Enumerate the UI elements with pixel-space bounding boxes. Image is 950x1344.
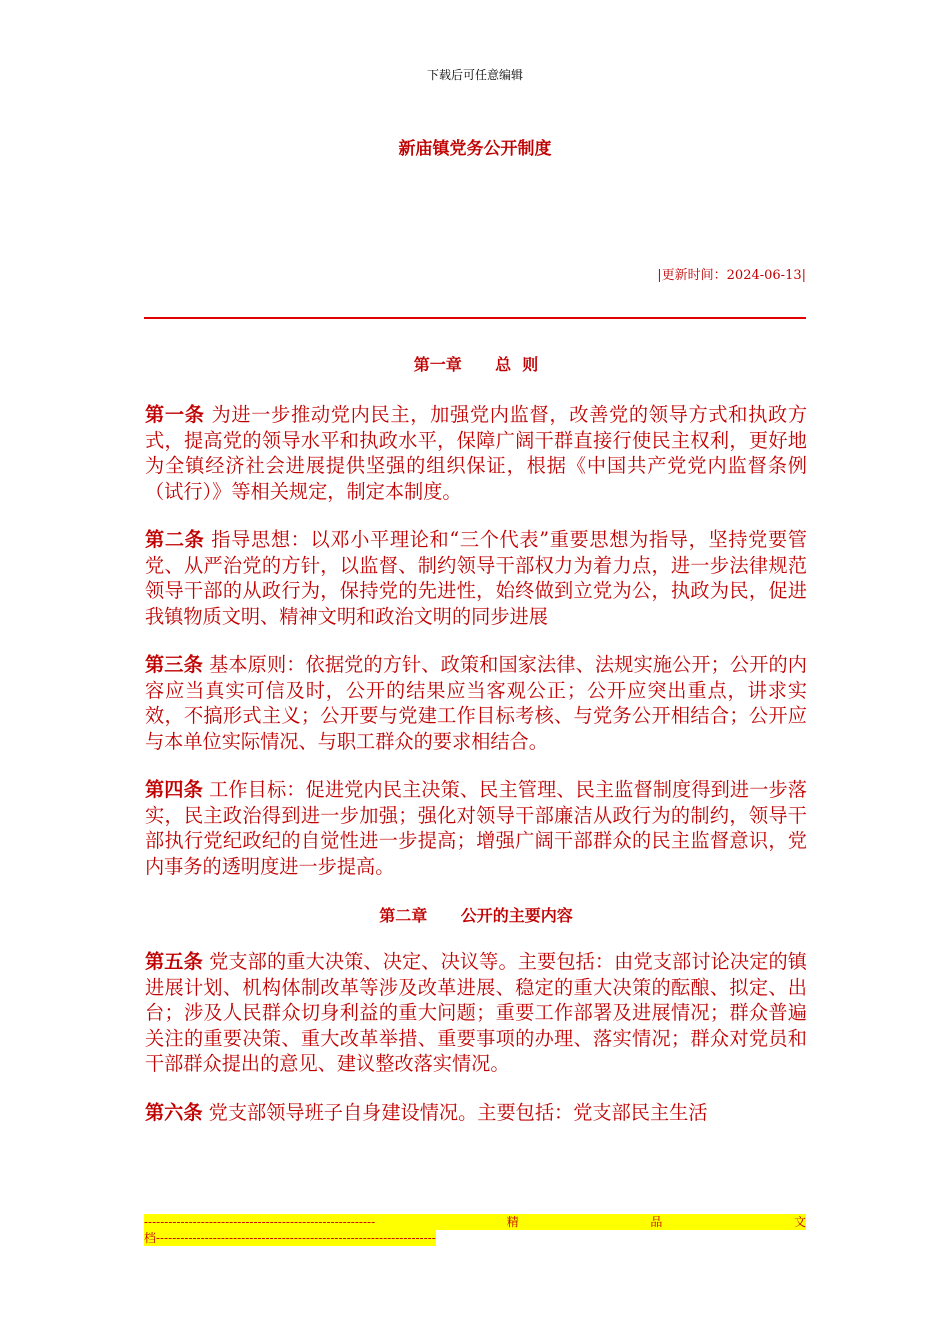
article-text: 为进一步推动党内民主，加强党内监督，改善党的领导方式和执政方式，提高党的领导水平和执政水平，保障广阔干群直接行使民主权利，更好地为全镇经济社会进展提供坚强的组织保证，根据《中国共产党党内监督条例（试行）》等相关规定，制定本制度。: [145, 403, 808, 503]
article-label: 第五条: [145, 950, 203, 973]
article: [145, 1100, 807, 1126]
divider-rule: [144, 317, 806, 319]
article-text: 基本原则：依据党的方针、政策和国家法律、法规实施公开；公开的内容应当真实可信及时，公开的结果应当客观公正；公开应突出重点，讲求实效，不搞形式主义；公开要与党建工作目标考核、与党务公开相结合；公开应与本单位实际情况、与职工群众的要求相结合。: [145, 653, 807, 753]
footer-row: [144, 1214, 806, 1230]
article-label: 第六条: [145, 1100, 203, 1124]
article-label: 第三条: [145, 653, 203, 676]
footer-dashes: ---------------------------------------------------------: [144, 1215, 376, 1229]
article: [145, 949, 807, 1077]
article-text: 党支部的重大决策、决定、决议等。主要包括：由党支部讨论决定的镇进展计划、机构体制改革等涉及改革进展、稳定的重大决策的酝酿、拟定、出台；涉及人民群众切身利益的重大问题；重要工作部署及进展情况；群众普遍关注的重要决策、重大改革举措、重要事项的办理、落实情况；群众对党员和干部群众提出的意见、建议整改落实情况。: [145, 950, 807, 1075]
article-label: 第四条: [145, 778, 203, 801]
footer-char: 精: [506, 1215, 519, 1229]
article-label: 第一条: [145, 403, 205, 426]
footer-char: 品: [650, 1215, 663, 1229]
article-text: 工作目标：促进党内民主决策、民主管理、民主监督制度得到进一步落实，民主政治得到进一步加强；强化对领导干部廉洁从政行为的制约，领导干部执行党纪政纪的自觉性进一步提高；增强广阔干部群众的民主监督意识，党内事务的透明度进一步提高。: [145, 778, 807, 878]
chapter-heading: 第一章 总 则: [413, 355, 539, 374]
article: [145, 527, 807, 629]
footer-bar: [144, 1214, 806, 1250]
chapter-heading: 第二章 公开的主要内容: [379, 906, 573, 925]
article-label: 第二条: [145, 528, 205, 551]
document-body: [145, 352, 807, 1148]
footer-char: 文: [793, 1215, 806, 1229]
article: [145, 402, 807, 504]
update-time: |更新时间：2024-06-13|: [657, 268, 806, 283]
article: [145, 652, 807, 754]
document-title: 新庙镇党务公开制度: [398, 139, 552, 159]
article-text: 党支部领导班子自身建设情况。主要包括：党支部民主生活: [208, 1100, 708, 1124]
article: [145, 777, 807, 879]
header-note: 下载后可任意编辑: [426, 68, 523, 82]
article-text: 指导思想：以邓小平理论和“三个代表”重要思想为指导，坚持党要管党、从严治党的方针，以监督、制约领导干部权力为着力点，进一步法律规范领导干部的从政行为，保持党的先进性，始终做到立党为公，执政为民，促进我镇物质文明、精神文明和政治文明的同步进展: [145, 528, 807, 628]
footer-row: 档---------------------------------------------------------------------: [144, 1231, 436, 1245]
